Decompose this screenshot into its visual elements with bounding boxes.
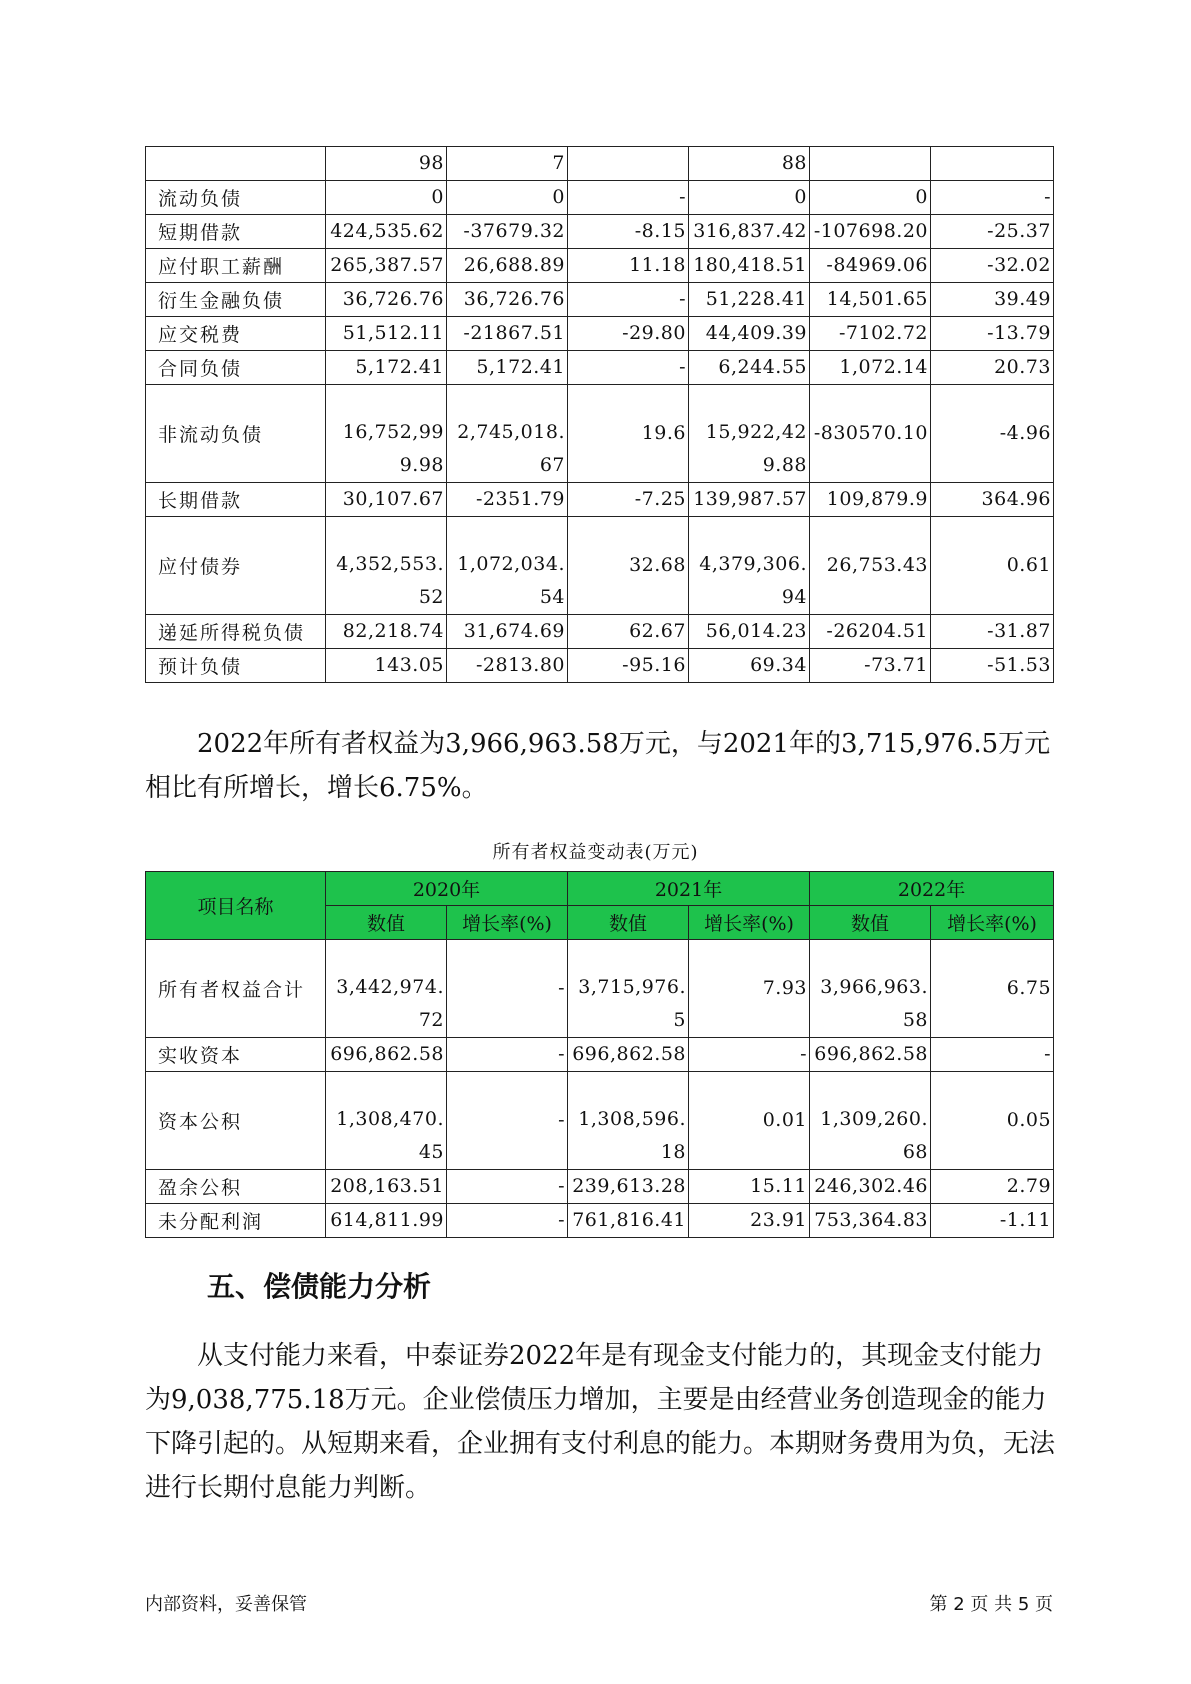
cell: 23.91: [689, 1204, 810, 1238]
cell: 696,862.58: [326, 1038, 447, 1072]
cell: -73.71: [810, 649, 931, 683]
cell: -32.02: [931, 249, 1054, 283]
row-name: 预计负债: [146, 649, 326, 683]
cell: 143.05: [326, 649, 447, 683]
cell: 1,308,596.18: [568, 1072, 689, 1170]
cell: -: [447, 1072, 568, 1170]
cell: 15,922,429.88: [689, 385, 810, 483]
cell: -51.53: [931, 649, 1054, 683]
row-name: 应付职工薪酬: [146, 249, 326, 283]
cell: 753,364.83: [810, 1204, 931, 1238]
cell: -84969.06: [810, 249, 931, 283]
cell: 4,379,306.94: [689, 517, 810, 615]
header-growth: 增长率(%): [931, 906, 1054, 940]
table-row: [146, 181, 1054, 215]
equity-summary-paragraph: 2022年所有者权益为3,966,963.58万元，与2021年的3,715,976.5万元相比有所增长，增长6.75%。: [145, 729, 1051, 803]
cell: 5,172.41: [447, 351, 568, 385]
cell: -: [931, 1038, 1054, 1072]
table-row: [146, 1038, 1054, 1072]
row-name: [146, 147, 326, 181]
cell: 44,409.39: [689, 317, 810, 351]
row-name: 所有者权益合计: [146, 940, 326, 1038]
row-name: 合同负债: [146, 351, 326, 385]
cell: 19.6: [568, 385, 689, 483]
cell: 20.73: [931, 351, 1054, 385]
table-row: [146, 215, 1054, 249]
section-heading: 五、偿债能力分析: [207, 1270, 432, 1303]
cell: 88: [689, 147, 810, 181]
cell: 69.34: [689, 649, 810, 683]
cell: -: [931, 181, 1054, 215]
cell: -13.79: [931, 317, 1054, 351]
table-row: [146, 517, 1054, 615]
cell: 11.18: [568, 249, 689, 283]
table-row: [146, 249, 1054, 283]
cell: 265,387.57: [326, 249, 447, 283]
header-growth: 增长率(%): [689, 906, 810, 940]
cell: 761,816.41: [568, 1204, 689, 1238]
cell: -: [447, 1204, 568, 1238]
table-row: [146, 1170, 1054, 1204]
cell: 51,512.11: [326, 317, 447, 351]
cell: 1,072.14: [810, 351, 931, 385]
cell: 0.05: [931, 1072, 1054, 1170]
cell: -21867.51: [447, 317, 568, 351]
cell: 39.49: [931, 283, 1054, 317]
cell: 36,726.76: [447, 283, 568, 317]
row-name: 实收资本: [146, 1038, 326, 1072]
row-name: 长期借款: [146, 483, 326, 517]
cell: [931, 147, 1054, 181]
cell: -4.96: [931, 385, 1054, 483]
cell: 139,987.57: [689, 483, 810, 517]
header-2020: 2020年: [326, 872, 568, 906]
liabilities-table: [145, 146, 1054, 683]
cell: -: [568, 351, 689, 385]
table-row: [146, 317, 1054, 351]
table-row: [146, 1072, 1054, 1170]
cell: -: [689, 1038, 810, 1072]
table-row: [146, 385, 1054, 483]
cell: 0.01: [689, 1072, 810, 1170]
cell: 696,862.58: [810, 1038, 931, 1072]
table-row: [146, 483, 1054, 517]
row-name: 应交税费: [146, 317, 326, 351]
cell: -: [447, 940, 568, 1038]
cell: 696,862.58: [568, 1038, 689, 1072]
cell: -29.80: [568, 317, 689, 351]
cell: 3,442,974.72: [326, 940, 447, 1038]
cell: 56,014.23: [689, 615, 810, 649]
equity-table: [145, 871, 1054, 1238]
table-row: [146, 147, 1054, 181]
table-caption: 所有者权益变动表(万元): [492, 842, 699, 863]
footer-confidential-note: 内部资料，妥善保管: [145, 1594, 307, 1615]
header-value: 数值: [568, 906, 689, 940]
cell: 32.68: [568, 517, 689, 615]
cell: 246,302.46: [810, 1170, 931, 1204]
header-value: 数值: [326, 906, 447, 940]
cell: -107698.20: [810, 215, 931, 249]
cell: -1.11: [931, 1204, 1054, 1238]
cell: 0: [689, 181, 810, 215]
cell: 98: [326, 147, 447, 181]
cell: 36,726.76: [326, 283, 447, 317]
cell: 51,228.41: [689, 283, 810, 317]
cell: -31.87: [931, 615, 1054, 649]
table-row: [146, 615, 1054, 649]
table-row: [146, 1204, 1054, 1238]
cell: 16,752,999.98: [326, 385, 447, 483]
row-name: 资本公积: [146, 1072, 326, 1170]
cell: -2351.79: [447, 483, 568, 517]
cell: 62.67: [568, 615, 689, 649]
cell: -7.25: [568, 483, 689, 517]
cell: 7: [447, 147, 568, 181]
cell: 7.93: [689, 940, 810, 1038]
cell: 1,309,260.68: [810, 1072, 931, 1170]
cell: 30,107.67: [326, 483, 447, 517]
table-row: [146, 283, 1054, 317]
cell: 364.96: [931, 483, 1054, 517]
cell: 4,352,553.52: [326, 517, 447, 615]
cell: -26204.51: [810, 615, 931, 649]
row-name: 递延所得税负债: [146, 615, 326, 649]
cell: 0: [326, 181, 447, 215]
cell: 26,688.89: [447, 249, 568, 283]
row-name: 流动负债: [146, 181, 326, 215]
cell: -: [447, 1038, 568, 1072]
cell: 208,163.51: [326, 1170, 447, 1204]
cell: 424,535.62: [326, 215, 447, 249]
cell: -2813.80: [447, 649, 568, 683]
cell: -8.15: [568, 215, 689, 249]
cell: 109,879.9: [810, 483, 931, 517]
row-name: 衍生金融负债: [146, 283, 326, 317]
cell: -830570.10: [810, 385, 931, 483]
cell: 5,172.41: [326, 351, 447, 385]
cell: 0: [447, 181, 568, 215]
row-name: 未分配利润: [146, 1204, 326, 1238]
row-name: 应付债券: [146, 517, 326, 615]
cell: 2.79: [931, 1170, 1054, 1204]
cell: 82,218.74: [326, 615, 447, 649]
header-value: 数值: [810, 906, 931, 940]
cell: 26,753.43: [810, 517, 931, 615]
row-name: 短期借款: [146, 215, 326, 249]
row-name: 非流动负债: [146, 385, 326, 483]
cell: 614,811.99: [326, 1204, 447, 1238]
page-number: 第 2 页 共 5 页: [929, 1594, 1053, 1615]
header-growth: 增长率(%): [447, 906, 568, 940]
cell: 3,966,963.58: [810, 940, 931, 1038]
table-row: [146, 940, 1054, 1038]
cell: -95.16: [568, 649, 689, 683]
cell: -25.37: [931, 215, 1054, 249]
header-2022: 2022年: [810, 872, 1054, 906]
cell: -: [568, 283, 689, 317]
cell: 0.61: [931, 517, 1054, 615]
solvency-paragraph: 从支付能力来看，中泰证券2022年是有现金支付能力的，其现金支付能力为9,038,775.18万元。企业偿债压力增加，主要是由经营业务创造现金的能力下降引起的。从短期来看，企业拥有支付利息的能力。本期财务费用为负，无法进行长期付息能力判断。: [145, 1341, 1056, 1503]
cell: -37679.32: [447, 215, 568, 249]
cell: -: [447, 1170, 568, 1204]
table-row: [146, 351, 1054, 385]
cell: 0: [810, 181, 931, 215]
cell: 6.75: [931, 940, 1054, 1038]
header-2021: 2021年: [568, 872, 810, 906]
cell: [810, 147, 931, 181]
cell: 1,308,470.45: [326, 1072, 447, 1170]
row-name: 盈余公积: [146, 1170, 326, 1204]
cell: 14,501.65: [810, 283, 931, 317]
table-row: [146, 649, 1054, 683]
cell: 1,072,034.54: [447, 517, 568, 615]
cell: 6,244.55: [689, 351, 810, 385]
cell: -7102.72: [810, 317, 931, 351]
cell: 316,837.42: [689, 215, 810, 249]
cell: 3,715,976.5: [568, 940, 689, 1038]
cell: [568, 147, 689, 181]
cell: 2,745,018.67: [447, 385, 568, 483]
cell: 31,674.69: [447, 615, 568, 649]
cell: 15.11: [689, 1170, 810, 1204]
cell: 239,613.28: [568, 1170, 689, 1204]
cell: -: [568, 181, 689, 215]
cell: 180,418.51: [689, 249, 810, 283]
header-item: 项目名称: [146, 872, 326, 940]
